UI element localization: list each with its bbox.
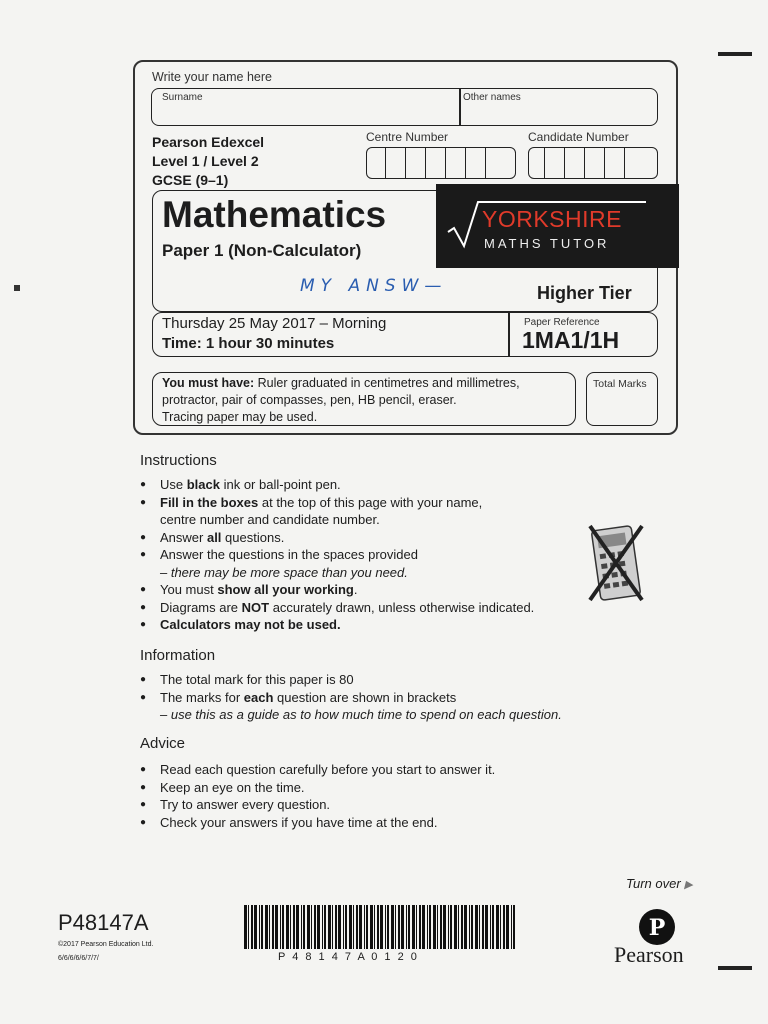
list-item: ● Read each question carefully before you start to answer it. [140,761,495,779]
barcode-bar [322,905,323,949]
barcode-bar [427,905,428,949]
list-item: ● Use black ink or ball-point pen. [140,476,534,494]
list-item: ● Answer the questions in the spaces provided [140,546,534,564]
arrow-right-icon: ▶ [684,879,693,891]
barcode-bar [412,905,415,949]
list-item: ● Keep an eye on the time. [140,779,495,797]
barcode-bar [275,905,278,949]
barcode-bar [374,905,375,949]
barcode-bar [261,905,263,949]
barcode-bar [454,905,457,949]
barcode-bar [419,905,421,949]
logo-line1: YORKSHIRE [482,206,622,232]
must-have-line2: protractor, pair of compasses, pen, HB pencil, eraser. [162,393,457,407]
barcode-bar [303,905,305,949]
barcode-bar [282,905,284,949]
paper-name: Paper 1 (Non-Calculator) [162,241,362,260]
barcode-bar [479,905,480,949]
barcode-bar [408,905,410,949]
yorkshire-logo [436,184,679,268]
barcode-bar [380,905,383,949]
barcode-bar [398,905,400,949]
barcode-bar [254,905,257,949]
barcode-bar [343,905,344,949]
barcode-bar [332,905,333,949]
list-item: ● You must show all your working. [140,581,534,599]
barcode-bar [349,905,352,949]
barcode [244,905,519,951]
barcode-bar [433,905,436,949]
barcode-bar [513,905,515,949]
copyright: ©2017 Pearson Education Ltd. [58,941,154,948]
gcse-grade: GCSE (9–1) [152,172,229,188]
barcode-bar [296,905,299,949]
centre-number-label: Centre Number [366,130,449,144]
must-have-line1: Ruler graduated in centimetres and millimetres, [257,376,520,390]
barcode-bar [251,905,253,949]
barcode-bar [377,905,379,949]
barcode-bar [364,905,365,949]
instructions-heading: Instructions [140,452,217,469]
name-box[interactable] [151,88,658,126]
barcode-text: P 4 8 1 4 7 A 0 1 2 0 [278,951,419,963]
tier-label: Higher Tier [537,283,632,303]
barcode-bar [416,905,417,949]
barcode-bar [490,905,491,949]
handwritten-note: MY ANSW— [300,276,448,296]
list-item: ● Try to answer every question. [140,796,495,814]
candidate-number-label: Candidate Number [528,130,629,144]
barcode-bar [280,905,281,949]
advice-heading: Advice [140,735,186,752]
turn-over [626,876,693,891]
barcode-bar [469,905,470,949]
turn-over-label: Turn over [626,876,681,891]
barcode-bar [307,905,310,949]
name-box-divider [459,89,461,125]
list-item: ● Answer all questions. [140,529,534,547]
barcode-bar [359,905,362,949]
barcode-bar [437,905,438,949]
barcode-bar [286,905,289,949]
level: Level 1 / Level 2 [152,153,259,169]
barcode-bar [461,905,463,949]
list-item: ● Diagrams are NOT accurately drawn, unless otherwise indicated. [140,599,534,617]
publisher-name: Pearson [614,942,684,967]
barcode-bar [492,905,494,949]
barcode-bar [401,905,404,949]
barcode-bar [311,905,312,949]
total-marks-box[interactable] [586,372,658,426]
svg-text:P: P [648,915,666,941]
barcode-bar [406,905,407,949]
exam-time: Time: 1 hour 30 minutes [162,335,335,352]
barcode-bar [356,905,358,949]
barcode-bar [370,905,373,949]
barcode-bar [265,905,268,949]
list-item: ● The total mark for this paper is 80 [140,671,562,689]
barcode-bar [345,905,347,949]
list-item: ● Fill in the boxes at the top of this page with your name, [140,494,534,512]
barcode-bar [429,905,431,949]
barcode-bar [314,905,316,949]
barcode-bar [290,905,291,949]
print-codes: 6/6/6/6/6/7/7/ [58,955,99,962]
barcode-bar [293,905,295,949]
pearson-logo-icon [637,907,677,947]
barcode-bar [269,905,270,949]
exam-date: Thursday 25 May 2017 – Morning [162,315,387,332]
list-item: ● Calculators may not be used. [140,616,534,634]
logo-line2: MATHS TUTOR [484,236,610,251]
write-name-label: Write your name here [152,70,272,84]
barcode-bar [272,905,274,949]
list-item: – there may be more space than you need. [160,564,408,580]
total-marks-label: Total Marks [593,378,647,390]
centre-number-boxes[interactable] [366,147,516,179]
list-item: ● Check your answers if you have time at the end. [140,814,495,832]
barcode-bar [475,905,478,949]
board-name: Pearson Edexcel [152,134,265,150]
barcode-bar [500,905,501,949]
barcode-bar [317,905,320,949]
barcode-bar [385,905,386,949]
surname-label: Surname [162,92,203,103]
barcode-bar [450,905,452,949]
barcode-bar [496,905,499,949]
must-have-label: You must have: [162,376,255,390]
barcode-bar [511,905,512,949]
date-box-divider [508,313,510,356]
scan-mark [14,285,20,291]
list-item: – use this as a guide as to how much time to spend on each question. [160,707,562,722]
barcode-bar [485,905,488,949]
information-list [140,671,562,724]
barcode-bar [259,905,260,949]
barcode-bar [464,905,467,949]
barcode-bar [471,905,473,949]
barcode-bar [440,905,442,949]
barcode-bar [448,905,449,949]
barcode-bar [458,905,459,949]
board-info [152,133,264,190]
list-item: ● The marks for each question are shown in brackets [140,689,562,707]
list-item: centre number and candidate number. [160,512,380,527]
barcode-bar [482,905,484,949]
barcode-bar [328,905,331,949]
barcode-bar [335,905,337,949]
barcode-bar [503,905,505,949]
barcode-bar [324,905,326,949]
advice-list [140,761,495,831]
barcode-bar [506,905,509,949]
paper-code: P48147A [58,910,149,935]
barcode-bar [395,905,396,949]
scan-mark [718,52,752,56]
barcode-bar [443,905,446,949]
no-calculator-icon [586,522,646,604]
scan-mark [718,966,752,970]
barcode-bar [387,905,389,949]
other-names-label: Other names [463,92,521,103]
paper-ref-label: Paper Reference [524,317,600,328]
barcode-bar [353,905,354,949]
information-heading: Information [140,647,216,664]
must-have-text [162,375,520,426]
barcode-bar [366,905,368,949]
barcode-bar [244,905,247,949]
candidate-number-boxes[interactable] [528,147,658,179]
paper-ref: 1MA1/1H [522,327,620,353]
barcode-bar [391,905,394,949]
instructions-list [140,476,534,634]
barcode-bar [338,905,341,949]
barcode-bar [422,905,425,949]
subject-title: Mathematics [162,194,387,235]
barcode-bar [248,905,249,949]
barcode-bar [301,905,302,949]
must-have-line3: Tracing paper may be used. [162,410,318,424]
